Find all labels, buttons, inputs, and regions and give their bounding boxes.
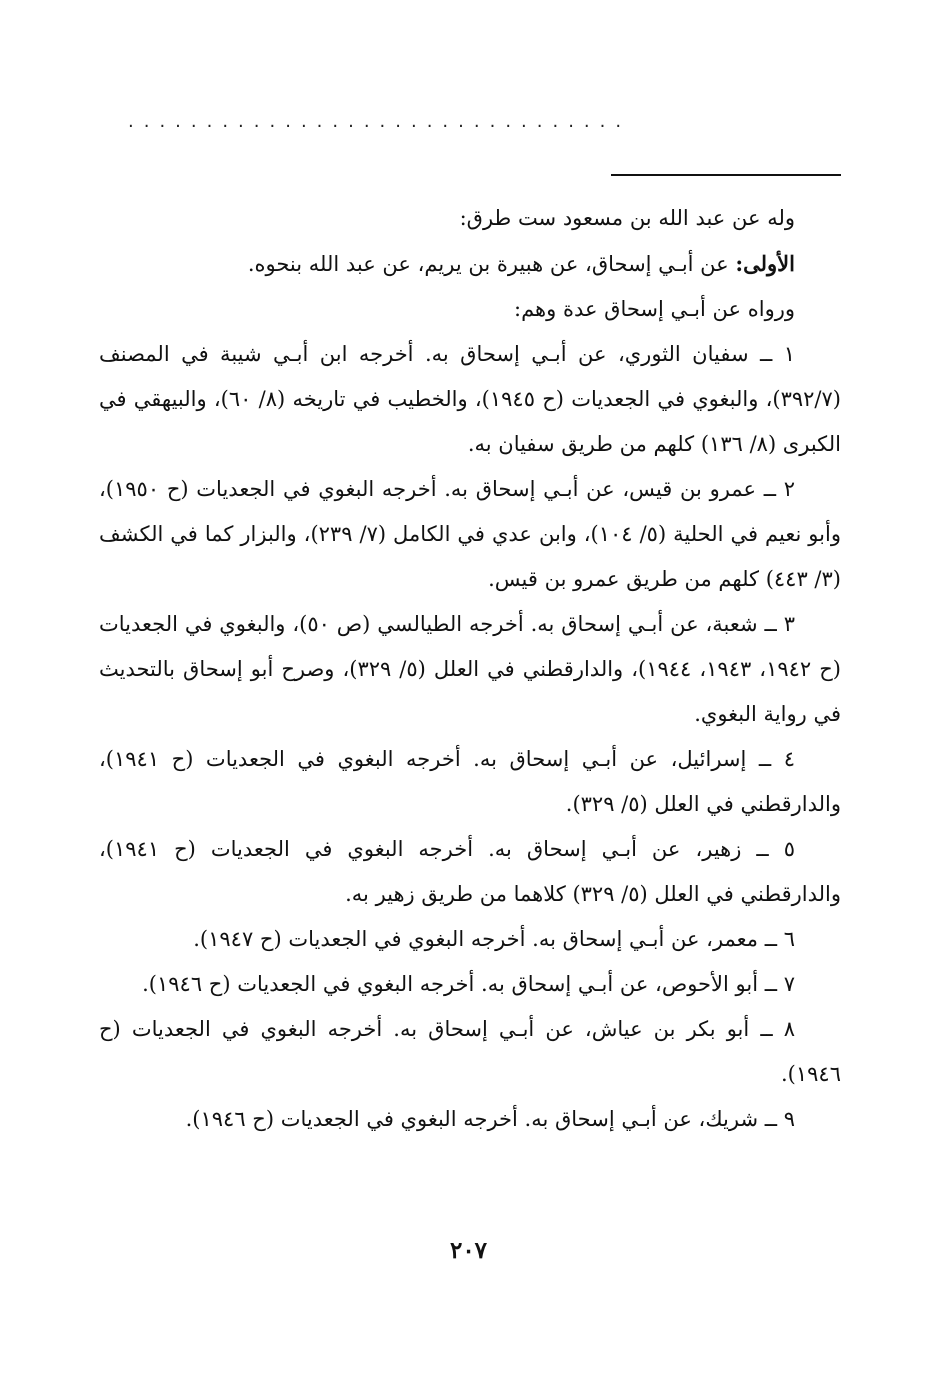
narrator-item-9: ٩ ــ شريك، عن أبـي إسحاق به. أخرجه البغوي في الجعديات (ح ١٩٤٦). — [185, 1107, 795, 1131]
narrator-item-5: ٥ ــ زهير، عن أبـي إسحاق به. أخرجه البغوي في الجعديات (ح ١٩٤١)، والدارقطني في العلل (٥/ ٣٢٩) كلاهما من طريق زهير به. — [99, 837, 841, 906]
narrator-item-1: ١ ــ سفيان الثوري، عن أبـي إسحاق به. أخرجه ابن أبـي شيبة في المصنف (٣٩٢/٧)، والبغوي في الجعديات (ح ١٩٤٥)، والخطيب في تاريخه (٨/ ٦٠)، والبيهقي في الكبرى (٨/ ١٣٦) كلهم من طريق سفيان به. — [99, 342, 841, 456]
narrator-item-8: ٨ ــ أبو بكر بن عياش، عن أبـي إسحاق به. أخرجه البغوي في الجعديات (ح ١٩٤٦). — [99, 1017, 841, 1086]
narrator-item-7: ٧ ــ أبو الأحوص، عن أبـي إسحاق به. أخرجه البغوي في الجعديات (ح ١٩٤٦). — [142, 972, 795, 996]
first-route-label: الأولى: — [735, 251, 795, 276]
footnote-text-block — [99, 196, 841, 1142]
header-dotted-line: ................................ — [128, 112, 632, 132]
intro-line: وله عن عبد الله بن مسعود ست طرق: — [459, 206, 795, 230]
narrator-item-4: ٤ ــ إسرائيل، عن أبـي إسحاق به. أخرجه البغوي في الجعديات (ح ١٩٤١)، والدارقطني في العلل (٥/ ٣٢٩). — [99, 747, 841, 816]
footnote-separator-rule — [611, 174, 841, 176]
narrator-item-2: ٢ ــ عمرو بن قيس، عن أبـي إسحاق به. أخرجه البغوي في الجعديات (ح ١٩٥٠)، وأبو نعيم في الحلية (٥/ ١٠٤)، وابن عدي في الكامل (٧/ ٢٣٩)، والبزار كما في الكشف (٣/ ٤٤٣) كلهم من طريق عمرو بن قيس. — [99, 477, 841, 591]
narrator-item-6: ٦ ــ معمر، عن أبـي إسحاق به. أخرجه البغوي في الجعديات (ح ١٩٤٧). — [193, 927, 795, 951]
first-route-text: عن أبـي إسحاق، عن هبيرة بن يريم، عن عبد الله بنحوه. — [247, 252, 736, 276]
narrators-intro-line: ورواه عن أبـي إسحاق عدة وهم: — [514, 297, 795, 321]
page-number: ٢٠٧ — [449, 1237, 488, 1264]
first-route-line — [99, 241, 841, 287]
narrator-item-3: ٣ ــ شعبة، عن أبـي إسحاق به. أخرجه الطيالسي (ص ٥٠)، والبغوي في الجعديات (ح ١٩٤٢، ١٩٤٣، ١٩٤٤)، والدارقطني في العلل (٥/ ٣٢٩)، وصرح أبو إسحاق بالتحديث في رواية البغوي. — [99, 612, 841, 726]
